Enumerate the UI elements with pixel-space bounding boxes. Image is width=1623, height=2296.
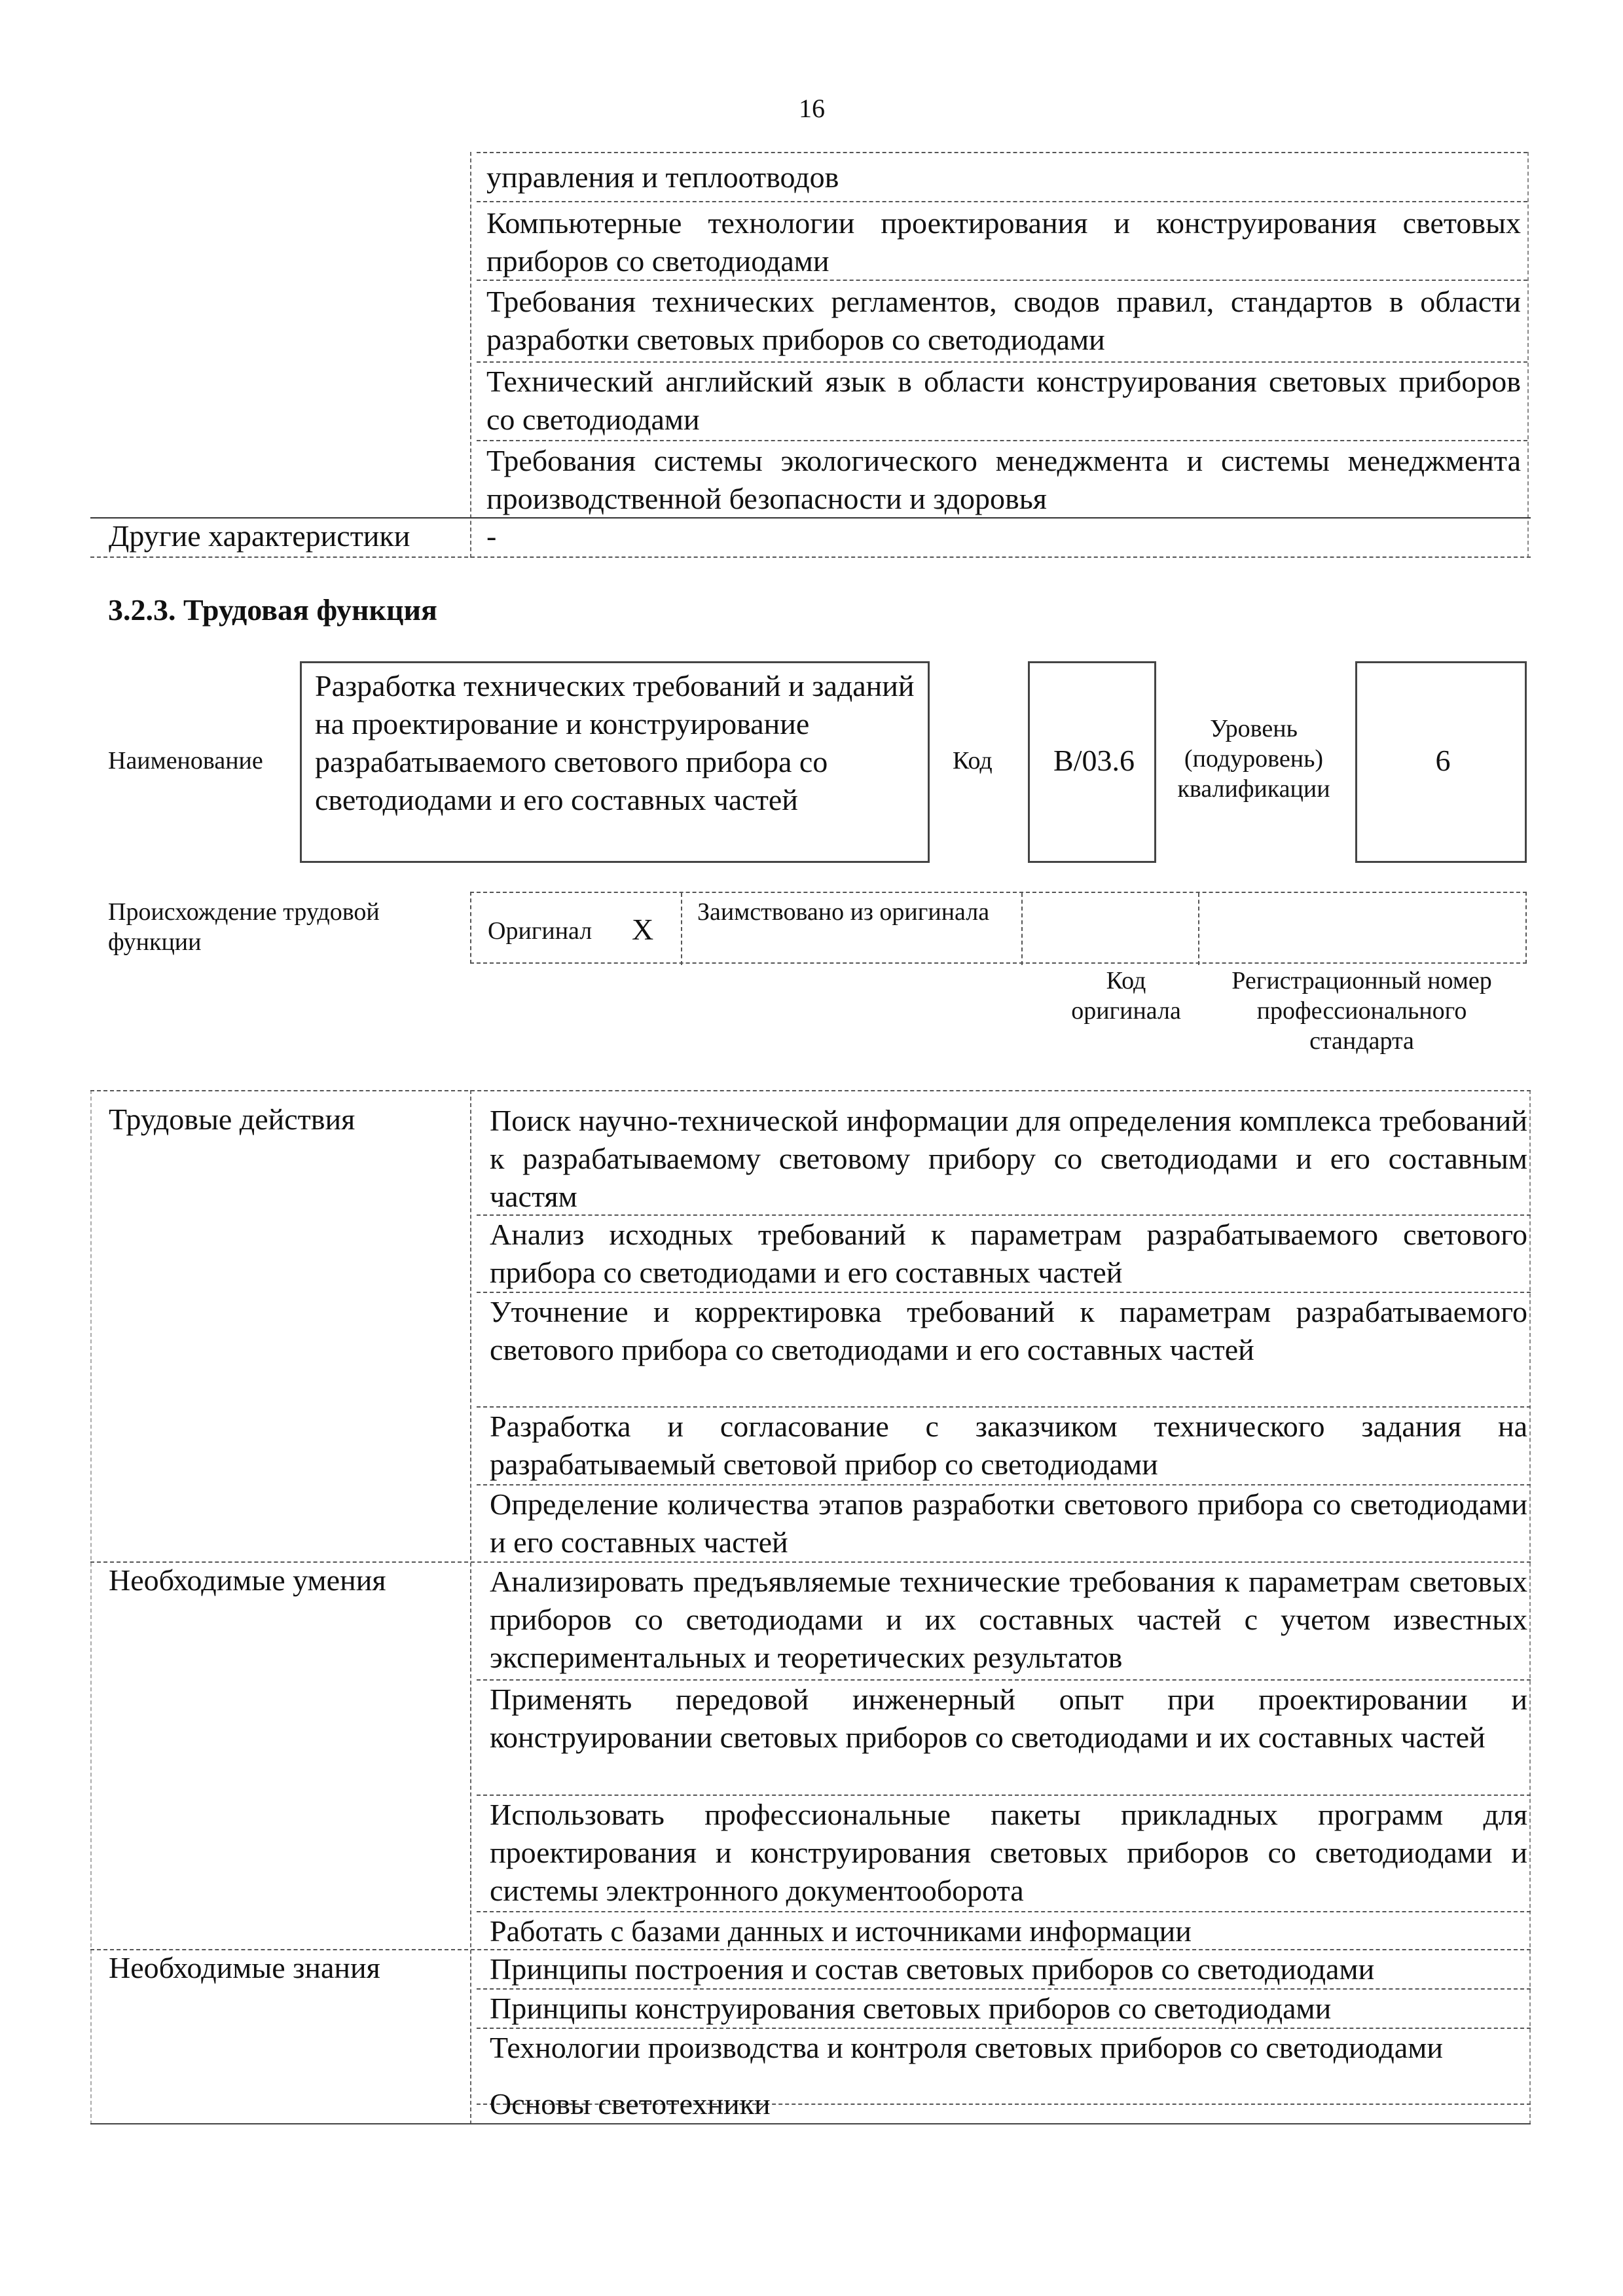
list-item: Принципы конструирования световых приборов со светодиодами bbox=[490, 1992, 1332, 2025]
function-name-box bbox=[300, 661, 930, 863]
code-original-caption: Код оригинала bbox=[1071, 967, 1181, 1025]
other-characteristics-value: - bbox=[486, 519, 497, 553]
labor-actions-label: Трудовые действия bbox=[109, 1102, 356, 1136]
labor-function-table bbox=[90, 1090, 1531, 2124]
origin-label: Происхождение трудовой функции bbox=[108, 898, 380, 956]
list-item: Уточнение и корректировка требований к параметрам разрабатываемого светового прибора со светодиодами и его составных частей bbox=[490, 1295, 1527, 1366]
table-row: Компьютерные технологии проектирования и конструирования световых приборов со светодиодами bbox=[486, 206, 1521, 278]
level-label: Уровень (подуровень) квалификации bbox=[1177, 715, 1330, 803]
code-value: B/03.6 bbox=[1053, 744, 1135, 777]
function-name: Разработка технических требований и заданий на проектирование и конструирование разрабатываемого светового прибора со светодиодами и его составных частей bbox=[315, 669, 915, 816]
original-label: Оригинал bbox=[488, 917, 593, 945]
section-title: 3.2.3. Трудовая функция bbox=[108, 593, 437, 627]
list-item: Определение количества этапов разработки светового прибора со светодиодами и его составных частей bbox=[490, 1487, 1527, 1559]
list-item: Анализировать предъявляемые технические требования к параметрам световых приборов со светодиодами и их составных частей с учетом известных экспериментальных и теоретических результатов bbox=[490, 1565, 1527, 1674]
table-row: Требования технических регламентов, сводов правил, стандартов в области разработки световых приборов со светодиодами bbox=[486, 285, 1521, 356]
table-row: Требования системы экологического менеджмента и системы менеджмента производственной безопасности и здоровья bbox=[486, 444, 1521, 515]
code-box bbox=[1028, 661, 1156, 863]
table-row: управления и теплоотводов bbox=[486, 160, 839, 194]
page-number: 16 bbox=[799, 94, 825, 123]
registration-number-caption: Регистрационный номер профессионального стандарта bbox=[1231, 967, 1492, 1055]
list-item: Применять передовой инженерный опыт при проектировании и конструировании световых приборов со светодиодами и их составных частей bbox=[490, 1683, 1527, 1754]
list-item: Основы светотехники bbox=[490, 2087, 771, 2121]
original-mark: X bbox=[632, 913, 654, 946]
level-value: 6 bbox=[1435, 744, 1451, 777]
list-item: Принципы построения и состав световых приборов со светодиодами bbox=[490, 1952, 1375, 1986]
borrowed-label: Заимствовано из оригинала bbox=[697, 898, 990, 926]
list-item: Разработка и согласование с заказчиком технического задания на разрабатываемый световой прибор со светодиодами bbox=[490, 1410, 1527, 1481]
necessary-knowledge-label: Необходимые знания bbox=[109, 1951, 380, 1984]
list-item: Работать с базами данных и источниками информации bbox=[490, 1914, 1192, 1948]
level-box bbox=[1355, 661, 1527, 863]
other-characteristics-label: Другие характеристики bbox=[109, 519, 410, 553]
list-item: Использовать профессиональные пакеты прикладных программ для проектирования и конструирования световых приборов со светодиодами и системы электронного документооборота bbox=[490, 1798, 1527, 1907]
list-item: Анализ исходных требований к параметрам разрабатываемого светового прибора со светодиодами и его составных частей bbox=[490, 1218, 1527, 1289]
code-label: Код bbox=[953, 747, 993, 774]
name-label: Наименование bbox=[108, 747, 263, 774]
knowledge-continuation-table bbox=[90, 152, 1531, 558]
necessary-skills-label: Необходимые умения bbox=[109, 1563, 386, 1597]
list-item: Поиск научно-технической информации для определения комплекса требований к разрабатываемому световому прибору со светодиодами и его составным частям bbox=[490, 1104, 1527, 1213]
table-row: Технический английский язык в области конструирования световых приборов со светодиодами bbox=[486, 365, 1521, 436]
origin-table bbox=[470, 892, 1527, 964]
list-item: Технологии производства и контроля световых приборов со светодиодами bbox=[490, 2031, 1443, 2064]
